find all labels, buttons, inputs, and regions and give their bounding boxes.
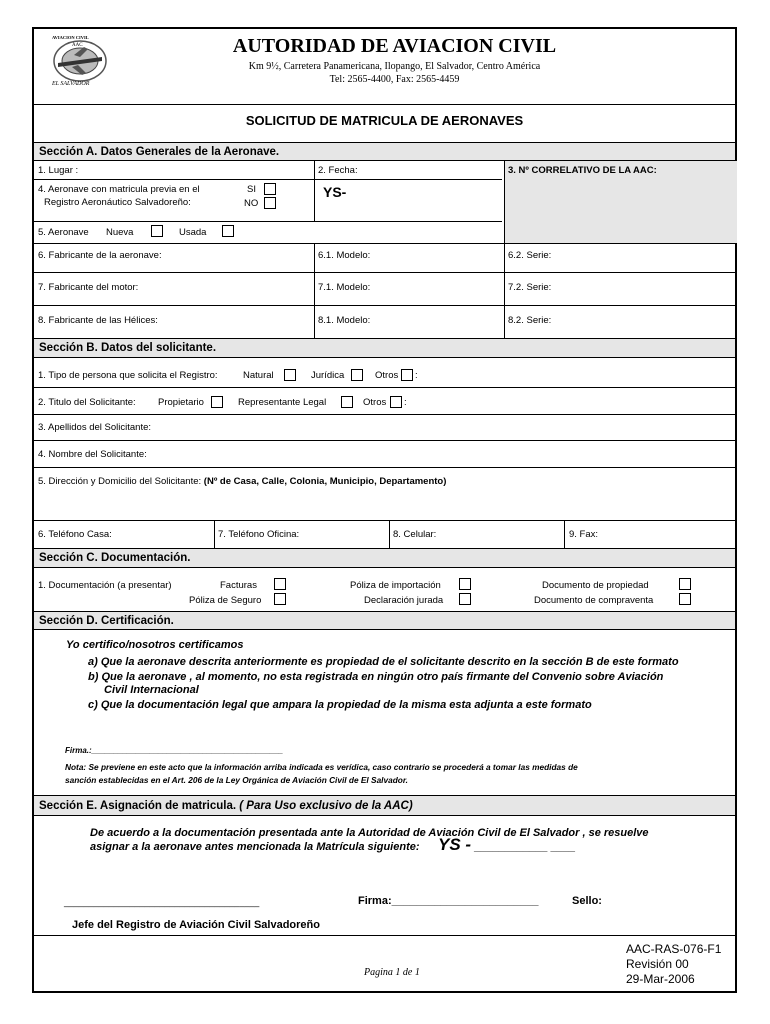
section-e-title-note: ( Para Uso exclusivo de la AAC): [239, 799, 413, 812]
si-checkbox[interactable]: [264, 183, 276, 195]
nueva-checkbox[interactable]: [151, 225, 163, 237]
modelo-8-field[interactable]: 8.1. Modelo:: [318, 315, 371, 326]
representante-checkbox[interactable]: [341, 396, 353, 408]
usada-label: Usada: [179, 227, 207, 238]
representante-label: Representante Legal: [238, 397, 327, 408]
prev-reg-label-2: Registro Aeronáutico Salvadoreño:: [44, 197, 191, 208]
cert-c: c) Que la documentación legal que ampara la propiedad de la misma esta adjunta a este formato: [88, 699, 592, 711]
otros-b1-colon: :: [415, 370, 418, 381]
agency-title: AUTORIDAD DE AVIACION CIVIL: [232, 35, 557, 57]
direccion-field[interactable]: [38, 476, 446, 487]
juridica-checkbox[interactable]: [351, 369, 363, 381]
otros-b2-checkbox[interactable]: [390, 396, 402, 408]
section-e-title: [34, 795, 735, 816]
agency-address: Km 9½, Carretera Panamericana, Ilopango, El Salvador, Centro América: [248, 61, 541, 72]
nombre-field[interactable]: 4. Nombre del Solicitante:: [38, 449, 147, 460]
poliza-seguro-checkbox[interactable]: [274, 593, 286, 605]
tel-casa-field[interactable]: 6. Teléfono Casa:: [38, 529, 112, 540]
cert-b: b) Que la aeronave , al momento, no esta registrada en ningún otro país firmante del Convenio sobre Aviación: [88, 671, 664, 683]
direccion-label: 5. Dirección y Domicilio del Solicitante:: [38, 476, 202, 487]
otros-b2-colon: :: [404, 397, 407, 408]
facturas-label: Facturas: [220, 580, 257, 591]
section-e-title-main: Sección E. Asignación de matricula.: [39, 799, 237, 812]
cert-a: a) Que la aeronave descrita anteriormente es propiedad de el solicitante descrito en la sección B de este formato: [88, 656, 679, 668]
matricula-field[interactable]: ____________ ____: [474, 841, 575, 853]
fabricante-helices-field[interactable]: 8. Fabricante de las Hélices:: [38, 315, 158, 326]
fabricante-aeronave-field[interactable]: 6. Fabricante de la aeronave:: [38, 250, 162, 261]
juridica-label: Jurídica: [311, 370, 345, 381]
asignacion-text-1: De acuerdo a la documentación presentada ante la Autoridad de Aviación Civil de El Salvador , se resuelve: [90, 827, 649, 839]
direccion-hint: (Nº de Casa, Calle, Colonia, Municipio, Departamento): [203, 476, 447, 487]
propietario-label: Propietario: [158, 397, 204, 408]
logo-text-bottom: EL SALVADOR: [52, 81, 90, 87]
cert-intro: Yo certifico/nosotros certificamos: [66, 639, 244, 651]
otros-b1-label: Otros: [375, 370, 399, 381]
natural-label: Natural: [243, 370, 274, 381]
form-code: AAC-RAS-076-F1: [626, 942, 722, 956]
serie-8-field[interactable]: 8.2. Serie:: [508, 315, 552, 326]
logo-text-top: AVIACION CIVIL: [52, 35, 89, 40]
celular-field[interactable]: 8. Celular:: [393, 529, 437, 540]
poliza-import-checkbox[interactable]: [459, 578, 471, 590]
ys-prefix: YS-: [323, 184, 347, 200]
nueva-label: Nueva: [106, 227, 134, 238]
logo-text-sub: AAC: [72, 43, 83, 48]
registration-form: [32, 27, 737, 993]
modelo-7-field[interactable]: 7.1. Modelo:: [318, 282, 371, 293]
ys-matricula-prefix: YS -: [438, 835, 472, 854]
nota-line-1: Nota: Se previene en este acto que la información arriba indicada es verídica, caso contrario se procederá a tomar las medidas de: [65, 762, 578, 772]
fax-field[interactable]: 9. Fax:: [569, 529, 599, 540]
firma-e-field[interactable]: Firma:________________________: [358, 895, 539, 907]
doc-propiedad-checkbox[interactable]: [679, 578, 691, 590]
fecha-field[interactable]: 2. Fecha:: [318, 165, 358, 176]
agency-phone: Tel: 2565-4400, Fax: 2565-4459: [329, 74, 460, 85]
no-checkbox[interactable]: [264, 197, 276, 209]
cert-b-cont: Civil Internacional: [104, 684, 199, 696]
serie-6-field[interactable]: 6.2. Serie:: [508, 250, 552, 261]
apellidos-field[interactable]: 3. Apellidos del Solicitante:: [38, 422, 152, 433]
nota-line-2: sanción establecidas en el Art. 206 de la Ley Orgánica de Aviación Civil de El Salvador.: [65, 775, 408, 785]
section-b-title: Sección B. Datos del solicitante.: [34, 338, 735, 358]
declaracion-label: Declaración jurada: [364, 595, 444, 606]
firma-d-field[interactable]: Firma.:___________________________________________: [65, 746, 283, 755]
declaracion-checkbox[interactable]: [459, 593, 471, 605]
section-c-title: Sección C. Documentación.: [34, 548, 735, 568]
doc-compraventa-checkbox[interactable]: [679, 593, 691, 605]
no-label: NO: [244, 198, 259, 209]
jefe-signature-line[interactable]: _______________________________________: [64, 897, 260, 907]
form-title: SOLICITUD DE MATRICULA DE AERONAVES: [245, 113, 524, 128]
form-date: 29-Mar-2006: [626, 972, 695, 986]
section-d-title: Sección D. Certificación.: [34, 611, 735, 630]
poliza-seguro-label: Póliza de Seguro: [189, 595, 262, 606]
fabricante-motor-field[interactable]: 7. Fabricante del motor:: [38, 282, 139, 293]
natural-checkbox[interactable]: [284, 369, 296, 381]
facturas-checkbox[interactable]: [274, 578, 286, 590]
section-a-title: Sección A. Datos Generales de la Aeronave.: [34, 142, 735, 161]
si-label: SI: [247, 184, 256, 195]
asignacion-text-2: asignar a la aeronave antes mencionada la Matrícula siguiente:: [90, 841, 420, 853]
poliza-import-label: Póliza de importación: [350, 580, 441, 591]
usada-checkbox[interactable]: [222, 225, 234, 237]
correlativo-label: 3. Nº CORRELATIVO DE LA AAC:: [508, 165, 657, 176]
propietario-checkbox[interactable]: [211, 396, 223, 408]
aeronave-label: 5. Aeronave: [38, 227, 89, 238]
jefe-label: Jefe del Registro de Aviación Civil Salvadoreño: [72, 919, 320, 931]
serie-7-field[interactable]: 7.2. Serie:: [508, 282, 552, 293]
tipo-persona-label: 1. Tipo de persona que solicita el Registro:: [38, 370, 218, 381]
otros-b1-checkbox[interactable]: [401, 369, 413, 381]
titulo-label: 2. Titulo del Solicitante:: [38, 397, 136, 408]
prev-reg-label-1: 4. Aeronave con matricula previa en el: [38, 184, 200, 195]
documentacion-label: 1. Documentación (a presentar): [38, 580, 172, 591]
doc-compraventa-label: Documento de compraventa: [534, 595, 654, 606]
tel-oficina-field[interactable]: 7. Teléfono Oficina:: [218, 529, 300, 540]
page-number: Pagina 1 de 1: [364, 967, 420, 978]
lugar-field[interactable]: 1. Lugar :: [38, 165, 79, 176]
otros-b2-label: Otros: [363, 397, 387, 408]
modelo-6-field[interactable]: 6.1. Modelo:: [318, 250, 371, 261]
form-revision: Revisión 00: [626, 957, 689, 971]
doc-propiedad-label: Documento de propiedad: [542, 580, 649, 591]
sello-field[interactable]: Sello:: [572, 895, 602, 907]
